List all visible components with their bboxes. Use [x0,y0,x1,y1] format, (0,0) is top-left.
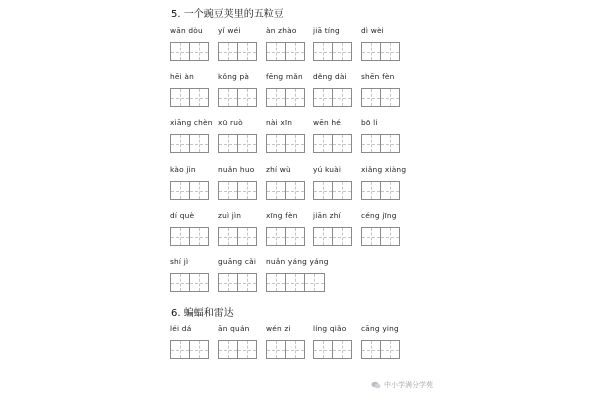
grid-cell[interactable] [171,228,189,245]
grid-cell[interactable] [332,135,351,152]
grid-cell[interactable] [267,341,285,358]
grid-cell[interactable] [189,274,208,291]
grid-cell[interactable] [237,228,256,245]
writing-grid[interactable] [266,88,305,107]
writing-grid[interactable] [266,273,325,292]
pinyin-label: zhí wù [266,165,291,174]
grid-cell[interactable] [171,89,189,106]
writing-grid[interactable] [170,273,209,292]
grid-cell[interactable] [267,274,285,291]
writing-grid[interactable] [313,340,352,359]
section-5-title: 5. 一个豌豆荚里的五粒豆 [171,9,284,20]
pinyin-label: cāng ying [361,324,399,333]
grid-cell[interactable] [219,341,237,358]
pinyin-label: dí què [170,211,195,220]
grid-cell[interactable] [189,135,208,152]
grid-cell[interactable] [380,341,399,358]
grid-cell[interactable] [171,182,189,199]
grid-cell[interactable] [380,43,399,60]
grid-cell[interactable] [380,89,399,106]
grid-cell[interactable] [219,182,237,199]
pinyin-label: xū ruò [218,118,243,127]
grid-cell[interactable] [237,89,256,106]
pinyin-label: wēn hé [313,118,342,127]
pinyin-label: kǒng pà [218,72,250,81]
writing-grid[interactable] [170,181,209,200]
writing-grid[interactable] [170,227,209,246]
writing-grid[interactable] [266,340,305,359]
writing-grid[interactable] [218,88,257,107]
pinyin-label: děng dài [313,72,347,81]
grid-cell[interactable] [362,43,380,60]
writing-grid[interactable] [313,42,352,61]
writing-grid[interactable] [313,134,352,153]
grid-cell[interactable] [237,274,256,291]
grid-cell[interactable] [380,228,399,245]
grid-cell[interactable] [267,135,285,152]
grid-cell[interactable] [362,89,380,106]
pinyin-label: àn zhào [266,26,297,35]
writing-grid[interactable] [361,88,400,107]
grid-cell[interactable] [189,341,208,358]
writing-grid[interactable] [313,181,352,200]
grid-cell[interactable] [314,341,332,358]
pinyin-label: nuǎn yáng yáng [266,257,329,266]
grid-cell[interactable] [219,274,237,291]
grid-cell[interactable] [380,135,399,152]
grid-cell[interactable] [314,182,332,199]
grid-cell[interactable] [237,43,256,60]
grid-cell[interactable] [362,135,380,152]
pinyin-label: léi dá [170,324,192,333]
grid-cell[interactable] [171,341,189,358]
writing-grid[interactable] [170,88,209,107]
grid-cell[interactable] [332,43,351,60]
writing-grid[interactable] [218,181,257,200]
writing-grid[interactable] [266,134,305,153]
pinyin-label: jiān zhí [313,211,341,220]
grid-cell[interactable] [314,89,332,106]
writing-grid[interactable] [361,227,400,246]
writing-grid[interactable] [218,134,257,153]
pinyin-label: nài xīn [266,118,293,127]
writing-grid[interactable] [170,340,209,359]
pinyin-label: líng qiǎo [313,324,347,333]
grid-cell[interactable] [285,135,304,152]
grid-cell[interactable] [332,341,351,358]
pinyin-label: xīng fèn [266,211,298,220]
writing-grid[interactable] [361,340,400,359]
writing-grid[interactable] [218,340,257,359]
grid-cell[interactable] [332,182,351,199]
pinyin-label: fēng mǎn [266,72,303,81]
grid-cell[interactable] [237,135,256,152]
grid-cell[interactable] [219,43,237,60]
pinyin-label: xiǎng xiàng [361,165,407,174]
pinyin-label: wān dòu [170,26,203,35]
grid-cell[interactable] [304,274,323,291]
writing-grid[interactable] [218,42,257,61]
pinyin-label: nuǎn huo [218,165,255,174]
pinyin-label: xiāng chèn [170,118,213,127]
grid-cell[interactable] [237,182,256,199]
writing-grid[interactable] [266,181,305,200]
grid-cell[interactable] [285,182,304,199]
grid-cell[interactable] [362,228,380,245]
grid-cell[interactable] [219,89,237,106]
pinyin-label: bō li [361,118,378,127]
grid-cell[interactable] [285,274,304,291]
grid-cell[interactable] [267,228,285,245]
writing-grid[interactable] [170,134,209,153]
grid-cell[interactable] [380,182,399,199]
grid-cell[interactable] [285,43,304,60]
pinyin-label: shí jì [170,257,189,266]
grid-cell[interactable] [362,182,380,199]
grid-cell[interactable] [189,89,208,106]
pinyin-label: shēn fèn [361,72,395,81]
pinyin-label: céng jīng [361,211,397,220]
grid-cell[interactable] [219,135,237,152]
writing-grid[interactable] [170,42,209,61]
grid-cell[interactable] [171,135,189,152]
grid-cell[interactable] [285,341,304,358]
pinyin-label: guāng cǎi [218,257,257,266]
grid-cell[interactable] [267,89,285,106]
grid-cell[interactable] [171,43,189,60]
grid-cell[interactable] [314,135,332,152]
grid-cell[interactable] [285,228,304,245]
grid-cell[interactable] [267,43,285,60]
writing-grid[interactable] [218,227,257,246]
pinyin-label: wén zi [266,324,291,333]
grid-cell[interactable] [267,182,285,199]
grid-cell[interactable] [189,43,208,60]
pinyin-label: jiā tíng [313,26,340,35]
pinyin-label: kào jìn [170,165,196,174]
pinyin-label: yú kuài [313,165,342,174]
grid-cell[interactable] [219,228,237,245]
writing-grid[interactable] [313,227,352,246]
pinyin-label: dì wèi [361,26,384,35]
writing-grid[interactable] [266,42,305,61]
writing-grid[interactable] [361,134,400,153]
pinyin-label: zuì jìn [218,211,242,220]
grid-cell[interactable] [189,228,208,245]
section-6-title: 6. 蝙蝠和雷达 [171,308,234,319]
wechat-icon [371,381,381,389]
grid-cell[interactable] [314,43,332,60]
pinyin-label: yǐ wéi [218,26,241,35]
grid-cell[interactable] [314,228,332,245]
grid-cell[interactable] [171,274,189,291]
writing-grid[interactable] [313,88,352,107]
writing-grid[interactable] [361,42,400,61]
watermark-text: 中小学满分学苑 [384,381,433,389]
writing-grid[interactable] [266,227,305,246]
writing-grid[interactable] [218,273,257,292]
grid-cell[interactable] [362,341,380,358]
writing-grid[interactable] [361,181,400,200]
pinyin-label: ān quán [218,324,250,333]
watermark [371,380,433,390]
grid-cell[interactable] [332,228,351,245]
grid-cell[interactable] [189,182,208,199]
grid-cell[interactable] [285,89,304,106]
grid-cell[interactable] [332,89,351,106]
pinyin-label: hēi àn [170,72,195,81]
grid-cell[interactable] [237,341,256,358]
